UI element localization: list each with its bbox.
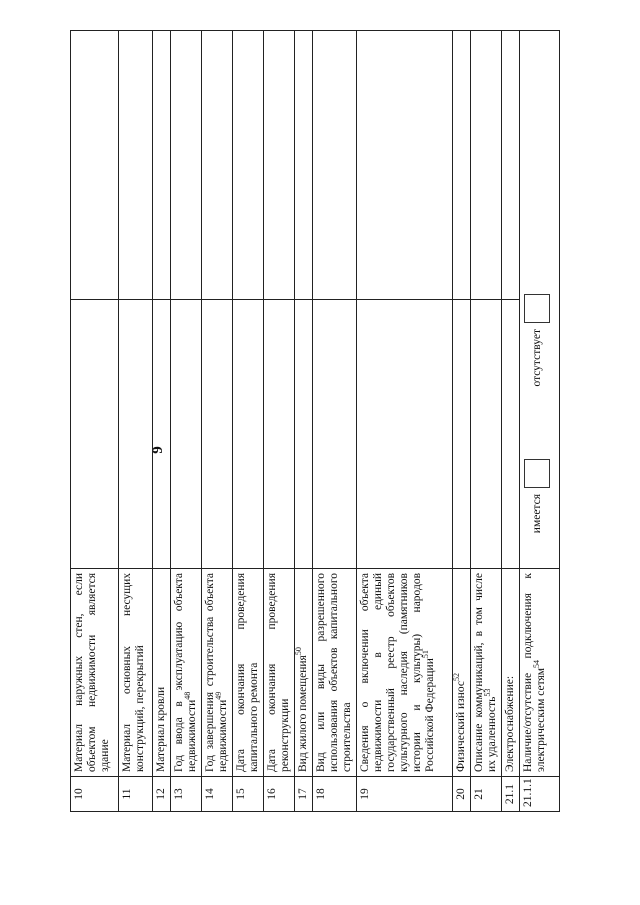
value-cell[interactable]: [453, 300, 471, 569]
row-label-cell: [520, 569, 560, 777]
value-cell[interactable]: [233, 300, 264, 569]
value-cell-extra[interactable]: [295, 31, 313, 300]
row-label: Сведения о включении объекта недвижимости в единый государственный реестр объектов культурного наследия (памятников истории и культуры) народов Российской Федерации: [359, 573, 436, 772]
row-label-cell: [71, 569, 119, 777]
row-label: Год завершения строительства объекта недвижимости: [204, 573, 229, 772]
row-number: 20: [453, 777, 471, 812]
value-cell-extra[interactable]: [453, 31, 471, 300]
page-number: 9: [150, 446, 166, 454]
row-number: 12: [153, 777, 171, 812]
row-label-cell: [502, 569, 520, 777]
value-cell-extra[interactable]: [233, 31, 264, 300]
option-label-absent: отсутствует: [530, 329, 543, 387]
value-cell[interactable]: [71, 300, 119, 569]
value-cell[interactable]: [119, 300, 153, 569]
value-cell-extra[interactable]: [119, 31, 153, 300]
row-label-cell: [264, 569, 295, 777]
table-row: [520, 31, 560, 812]
value-cell-extra[interactable]: [313, 31, 357, 300]
row-label: Вид жилого помещения: [297, 655, 309, 772]
connection-choice-cell: [520, 31, 560, 569]
connection-options: [524, 35, 550, 564]
row-label: Наличие/отсутствие подключения к электрическим сетям: [522, 573, 547, 772]
value-cell-extra[interactable]: [264, 31, 295, 300]
row-label-cell: [202, 569, 233, 777]
row-number: 10: [71, 777, 119, 812]
table-row: [295, 31, 313, 812]
row-label: Электроснабжение:: [504, 675, 516, 772]
row-label: Физический износ: [455, 681, 467, 772]
row-label: Материал кровли: [155, 686, 167, 772]
row-label-cell: [119, 569, 153, 777]
row-label-cell: [453, 569, 471, 777]
value-cell[interactable]: [295, 300, 313, 569]
table-row: [171, 31, 202, 812]
row-label-cell: [313, 569, 357, 777]
footnote-ref: 53: [483, 688, 493, 697]
row-label: Дата окончания проведения реконструкции: [266, 573, 291, 772]
row-label: Год ввода в эксплуатацию объекта недвижимости: [173, 573, 198, 772]
value-cell-extra[interactable]: [471, 31, 502, 300]
value-cell[interactable]: [171, 300, 202, 569]
value-cell-extra[interactable]: [502, 31, 520, 300]
value-cell[interactable]: [264, 300, 295, 569]
value-cell[interactable]: [313, 300, 357, 569]
value-cell[interactable]: [471, 300, 502, 569]
property-characteristics-table: [70, 30, 560, 812]
checkbox-present[interactable]: [524, 459, 550, 488]
value-cell[interactable]: [153, 300, 171, 569]
row-label-cell: [233, 569, 264, 777]
row-number: 17: [295, 777, 313, 812]
row-number: 21.1: [502, 777, 520, 812]
value-cell[interactable]: [202, 300, 233, 569]
row-label-cell: [295, 569, 313, 777]
row-number: 18: [313, 777, 357, 812]
value-cell-extra[interactable]: [153, 31, 171, 300]
value-cell[interactable]: [357, 300, 453, 569]
option-label-present: имеется: [530, 494, 543, 534]
value-cell-extra[interactable]: [357, 31, 453, 300]
footnote-ref: 49: [214, 691, 224, 700]
footnote-ref: 51: [421, 650, 431, 659]
value-cell-extra[interactable]: [202, 31, 233, 300]
row-number: 11: [119, 777, 153, 812]
row-label: Дата окончания проведения капитального ремонта: [235, 573, 260, 772]
value-cell[interactable]: [502, 300, 520, 569]
row-label: Материал основных несущих конструкций, перекрытий: [121, 573, 146, 772]
table-row: [471, 31, 502, 812]
row-number: 14: [202, 777, 233, 812]
value-cell-extra[interactable]: [171, 31, 202, 300]
row-label-cell: [471, 569, 502, 777]
table-row: [202, 31, 233, 812]
table-row: [71, 31, 119, 812]
row-label: Материал наружных стен, если объектом недвижимости является здание: [73, 573, 111, 772]
row-number: 15: [233, 777, 264, 812]
row-label-cell: [153, 569, 171, 777]
footnote-ref: 48: [183, 691, 193, 700]
value-cell-extra[interactable]: [71, 31, 119, 300]
checkbox-absent[interactable]: [524, 294, 550, 323]
footnote-ref: 50: [294, 647, 304, 656]
row-label: Описание коммуникаций, в том числе их удаленность: [473, 573, 498, 772]
table-row: [233, 31, 264, 812]
row-number: 21.1.1: [520, 777, 560, 812]
footnote-ref: 52: [452, 673, 462, 682]
footnote-ref: 54: [532, 659, 542, 668]
table-row: [313, 31, 357, 812]
row-label: Вид или виды разрешенного использования объектов капитального строительства: [315, 573, 353, 772]
row-number: 16: [264, 777, 295, 812]
table-row: [153, 31, 171, 812]
table-row: [502, 31, 520, 812]
table-row: [357, 31, 453, 812]
row-number: 21: [471, 777, 502, 812]
table-row: [264, 31, 295, 812]
table-row: [453, 31, 471, 812]
table-row: [119, 31, 153, 812]
row-label-cell: [171, 569, 202, 777]
row-number: 13: [171, 777, 202, 812]
row-label-cell: [357, 569, 453, 777]
row-number: 19: [357, 777, 453, 812]
